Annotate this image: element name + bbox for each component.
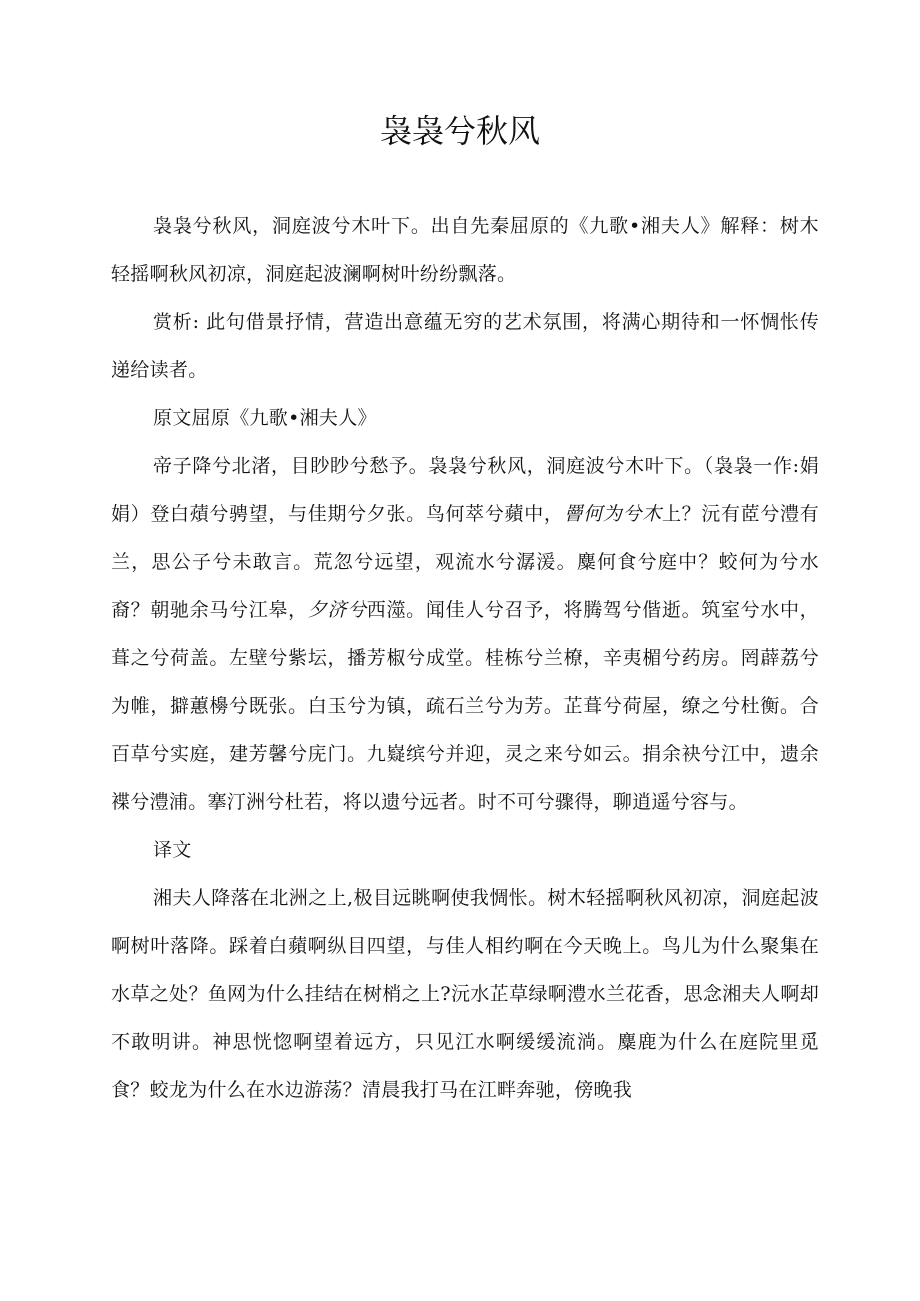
intro-paragraph: 袅袅兮秋风，洞庭波兮木叶下。出自先秦屈原的《九歌•湘夫人》解释：树木轻摇啊秋风初凉，洞庭起波澜啊树叶纷纷飘落。 — [111, 215, 819, 285]
poem-text-part-3: 西澨。闻佳人兮召予，将腾驾兮偕逝。筑室兮水中，葺之兮荷盖。左壁兮紫坛，播芳椒兮成堂。桂栋兮兰橑，辛夷楣兮药房。罔薜荔兮为帷，擗蕙櫋兮既张。白玉兮为镇，疏石兰兮为芳。芷葺兮荷屋，缭之兮杜衡。合百草兮实庭，建芳馨兮庑门。九嶷缤兮并迎，灵之来兮如云。捐余袂兮江中，遗余褋兮澧浦。搴汀洲兮杜若，将以遗兮远者。时不可兮骤得，聊逍遥兮容与。 — [111, 599, 819, 813]
page-title: 袅袅兮秋风 — [379, 112, 540, 150]
translation-heading: 译文 — [153, 839, 192, 861]
appreciation-paragraph: 赏析: 此句借景抒情，营造出意蕴无穷的艺术氛围，将满心期待和一怀惆怅传递给读者。 — [111, 311, 819, 381]
poem-text-part-2: 上？沅有茝兮澧有兰，思公子兮未敢言。荒忽兮远望，观流水兮潺湲。麋何食兮庭中？蛟何为兮水裔？朝驰余马兮江皋， — [111, 503, 819, 621]
poem-italic-phrase-1: 罾何为兮木 — [563, 503, 662, 525]
translation-paragraph: 湘夫人降落在北洲之上,极目远眺啊使我惆怅。树木轻摇啊秋风初凉，洞庭起波啊树叶落降。踩着白蘋啊纵目四望，与佳人相约啊在今天晚上。鸟儿为什么聚集在水草之处？鱼网为什么挂结在树梢之上?沅水芷草绿啊澧水兰花香，思念湘夫人啊却不敢明讲。神思恍惚啊望着远方，只见江水啊缓缓流淌。麋鹿为什么在庭院里觅食？蛟龙为什么在水边游荡？清晨我打马在江畔奔驰，傍晚我 — [111, 887, 819, 1101]
poem-text — [111, 442, 819, 826]
poem-text-part-1: 帝子降兮北渚，目眇眇兮愁予。袅袅兮秋风，洞庭波兮木叶下。（袅袅一作:娟娟）登白薠兮骋望，与佳期兮夕张。鸟何萃兮蘋中， — [111, 455, 819, 525]
source-heading: 原文屈原《九歌•湘夫人》 — [153, 407, 377, 429]
document-body — [111, 202, 819, 1114]
poem-italic-phrase-2: 夕济兮 — [307, 599, 367, 621]
